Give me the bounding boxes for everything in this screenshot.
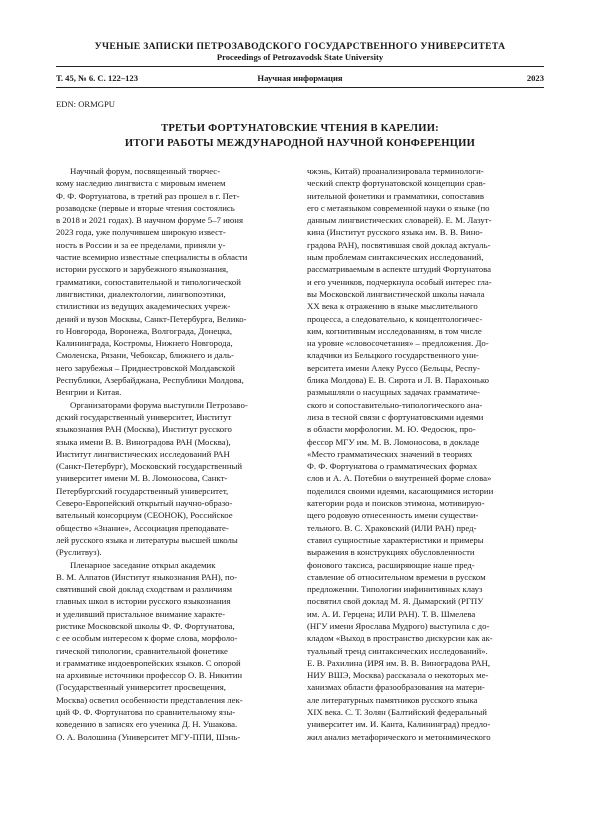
text-line: кому наследию лингвиста с мировым именем <box>56 178 226 189</box>
text-line: данным лингвистических словарей). Е. М. Лазут- <box>307 215 492 226</box>
text-line: и его учеников, подчеркнула особый интерес гла- <box>307 276 492 287</box>
text-line: рассматриваемым в аспекте штудий Фортунатова <box>307 264 491 275</box>
text-line: дений и вузов Москвы, Санкт-Петербурга, Велико- <box>56 313 247 324</box>
journal-subtitle: Proceedings of Petrozavodsk State University <box>216 52 384 62</box>
text-line: частие всемирно известные специалисты в области <box>56 252 248 263</box>
text-line: Петербургский государственный университет, <box>56 485 229 496</box>
text-line: ханизмах области фразообразования на матери- <box>307 682 485 693</box>
article-title-line: ИТОГИ РАБОТЫ МЕЖДУНАРОДНОЙ НАУЧНОЙ КОНФЕРЕНЦИИ <box>124 138 476 149</box>
text-line: дский государственный университет, Институт <box>56 411 232 422</box>
text-line: лиза в тесной связи с фортунатовскими идеями <box>307 411 484 422</box>
text-line: XIX века. С. Т. Золян (Балтийский федеральный <box>307 707 487 718</box>
text-line: «Место грамматических значений в теориях <box>307 448 473 459</box>
text-line: языкознания РАН (Москва), Институт русского <box>56 424 232 435</box>
text-line: его с метаязыком современной науки о языке (по <box>307 202 490 213</box>
text-line: в области морфологии. М. Ю. Федосюк, про- <box>307 424 476 435</box>
text-line: главных школ в истории русского языкознания <box>56 596 231 607</box>
text-line: чжэнь, Китай) проанализировала терминологи- <box>307 166 484 176</box>
text-line: Институт лингвистических исследований РАН <box>56 448 230 459</box>
text-line: фонового таксиса, расширяющие наше пред- <box>307 559 475 570</box>
meta-row <box>56 72 544 84</box>
text-line: Пленарное заседание открыл академик <box>70 559 216 570</box>
text-line: тельного. В. С. Храковский (ИЛИ РАН) пред- <box>307 522 477 533</box>
text-line: на уровне «словосочетания» – предложения. До- <box>307 338 489 349</box>
text-line: ставление об относительном времени в русском <box>307 571 486 582</box>
text-line: Москва) осветил особенности представления лек- <box>56 694 243 705</box>
text-line: кладчики из Бельцкого государственного уни- <box>307 350 479 361</box>
text-line: него зарубежья – Приднестровской Молдавской <box>56 362 235 373</box>
text-line: XX века к отражению в языке мыслительного <box>307 301 478 312</box>
text-line: (Руслитвуз). <box>56 547 102 558</box>
text-line: ким, когнитивным исследованиям, в том числе <box>307 325 482 336</box>
left-column <box>56 165 288 743</box>
text-line: университет имени М. В. Ломоносова, Санкт- <box>56 473 228 484</box>
text-line: В. М. Алпатов (Институт языкознания РАН), по- <box>56 571 237 582</box>
text-line: грамматики, сопоставительной и типологической <box>56 276 241 287</box>
text-line: ского и сопоставительно-типологического ана- <box>307 399 483 410</box>
text-line: коведению в записях его ученика Д. Н. Ушакова. <box>56 719 238 730</box>
text-line: вательный консорциум (СЕОНОК), Российское <box>56 510 233 521</box>
text-line: процесса, а следовательно, к концептологичес- <box>307 313 483 324</box>
text-line: гической типологии, сравнительной фонетике <box>56 645 228 656</box>
text-line: Организаторами форума выступили Петрозавo- <box>70 399 248 410</box>
text-line: с ее особым интересом к форме слова, морфоло- <box>56 633 238 644</box>
text-line: Ф. Ф. Фортунатова, в третий раз прошел в г. Пет- <box>56 190 240 201</box>
text-line: го Новгорода, Воронежа, Волгограда, Донецка, <box>56 325 233 336</box>
text-line: фессор МГУ им. М. В. Ломоносова, в докладе <box>307 436 480 447</box>
text-line: слов и А. А. Потебни о внутренней форме слова» <box>307 473 492 484</box>
text-line: посвятил свой доклад М. Я. Дымарский (РГПУ <box>307 596 484 607</box>
text-line: стилистики из ведущих академических учреж- <box>56 301 231 312</box>
right-column <box>307 165 544 743</box>
text-line: 2023 года, уже получившем широкую извест- <box>56 227 226 238</box>
text-line: выражения в конструкциях обусловленности <box>307 547 475 558</box>
text-line: нительной фонетики и грамматики, сопоставив <box>307 190 484 201</box>
text-line: ность в России и за ее пределами, приняли у- <box>56 239 226 250</box>
section-label: Научная информация <box>257 73 343 83</box>
text-line: и уделивший пристальное внимание характе- <box>56 608 226 619</box>
text-line: Смоленска, Рязани, Чебоксар, ближнего и даль- <box>56 350 234 361</box>
text-line: НИУ ВШЭ, Москва) рассказала о некоторых ме- <box>307 670 489 681</box>
text-line: лей русского языка и литературы высшей школы <box>56 534 238 545</box>
edn-identifier: EDN: ORMGPU <box>56 99 115 109</box>
text-line: ристике Московской школы Ф. Ф. Фортунатова, <box>56 620 235 631</box>
text-line: Научный форум, посвященный творчес- <box>70 166 221 176</box>
text-line: щего родовую отнесенность имени существи- <box>307 510 479 521</box>
text-line: кладом «Выход в пространство дискурсии как ак- <box>307 633 493 644</box>
text-line: категории рода и поисков этимона, мотивирую- <box>307 498 485 509</box>
text-line: ставил сущностные характеристики и примеры <box>307 534 484 545</box>
text-line: на архивные источники профессор О. В. Никитин <box>56 670 243 681</box>
text-line: (Санкт-Петербург), Московский государственный <box>56 461 243 472</box>
text-line: поделился своими идеями, касающимися истории <box>307 485 494 496</box>
text-line: вы Московской лингвистической школы начала <box>307 288 485 299</box>
text-line: але литературных памятников русского языка <box>307 694 478 705</box>
text-line: общество «Знание», Ассоциация преподавате- <box>56 522 229 533</box>
text-line: ным проблемам синтаксических исследований, <box>307 252 484 263</box>
text-line: предложении. Типологии инфинитивных клауз <box>307 584 483 595</box>
text-line: блика Молдова) Е. В. Сирота и Л. В. Параxонько <box>307 375 490 386</box>
text-line: ций Ф. Ф. Фортунатова по сравнительному язы- <box>56 707 236 718</box>
text-line: размышляли о насущных задачах грамматиче- <box>307 387 480 398</box>
text-line: туальный тренд синтаксических исследований». <box>307 645 488 656</box>
article-title-line: ТРЕТЬИ ФОРТУНАТОВСКИЕ ЧТЕНИЯ В КАРЕЛИИ: <box>161 123 439 134</box>
text-line: в 2018 и 2021 годах). В научном форуме 5–7 июня <box>56 215 244 226</box>
journal-title: УЧЕНЫЕ ЗАПИСКИ ПЕТРОЗАВОДСКОГО ГОСУДАРСТВЕННОГО УНИВЕРСИТЕТА <box>94 41 506 52</box>
text-line: святивший свой доклад сходствам и различиям <box>56 584 233 595</box>
header-rule <box>56 66 544 67</box>
article-title <box>56 121 544 151</box>
text-line: Ф. Ф. Фортунатова о грамматических формах <box>307 461 478 472</box>
text-line: градова РАН), посвятившая свой доклад актуаль- <box>307 239 491 250</box>
meta-rule <box>56 87 544 88</box>
text-line: жил анализ метафорического и метонимического <box>307 731 491 742</box>
text-line: Е. В. Рахилина (ИРЯ им. В. В. Виноградова РАН, <box>307 657 491 668</box>
text-line: (Государственный университет просвещения, <box>56 682 226 693</box>
text-line: розаводске (первые и вторые чтения состоялись <box>56 202 235 213</box>
text-line: Калининграда, Костромы, Нижнего Новгорода, <box>56 338 233 349</box>
text-line: ческий спектр фортунатовской концепции срав- <box>307 178 486 189</box>
text-line: лингвистики, диалектологии, лингвопоэтики, <box>56 288 226 299</box>
text-line: кина (Институт русского языка им. В. В. Вино- <box>307 227 483 238</box>
text-line: и грамматике индоевропейских языков. С опорой <box>56 657 241 668</box>
text-line: О. А. Волошина (Университет МГУ-ППИ, Шэнь- <box>56 731 241 742</box>
year: 2023 <box>526 73 544 83</box>
text-line: (НГУ имени Ярослава Мудрого) выступила с до- <box>307 620 490 631</box>
text-line: им. А. И. Герцена; ИЛИ РАН). Т. В. Шмелева <box>307 608 476 619</box>
text-line: университет им. И. Канта, Калининград) предло- <box>307 719 491 730</box>
text-line: верситета имени Алеку Руссо (Бельцы, Респу- <box>307 362 480 373</box>
volume-pages: Т. 45, № 6. С. 122–123 <box>56 73 139 83</box>
text-line: Республики, Азербайджана, Республики Молдова, <box>56 375 244 386</box>
text-line: Северо-Европейский открытый научно-образо- <box>56 498 233 509</box>
text-line: Венгрии и Китая. <box>56 387 122 398</box>
text-line: языка имени В. В. Виноградова РАН (Москва), <box>56 436 231 447</box>
text-line: истории русского и зарубежного языкознания, <box>56 264 229 275</box>
